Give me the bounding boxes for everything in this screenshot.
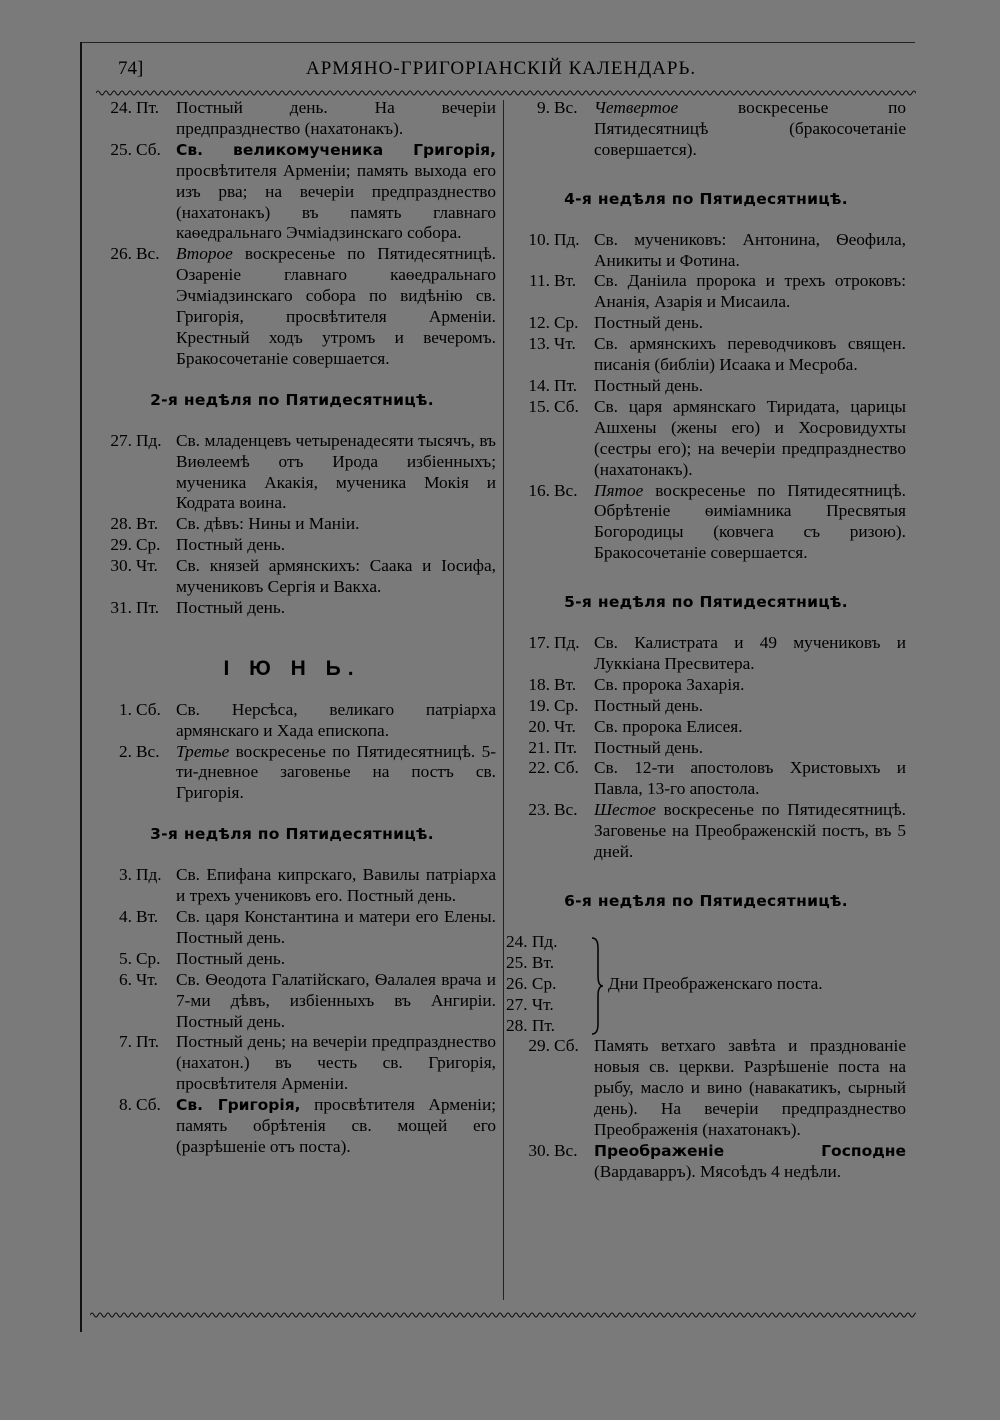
entry-text <box>594 376 906 397</box>
entry-date: 6. <box>119 969 132 989</box>
entry-date: 10. <box>528 229 550 249</box>
entry-text <box>176 140 496 245</box>
left-column <box>88 98 496 1158</box>
entry-description: воскресенье по Пятидесятницѣ (бракосочетаніе совершается). <box>594 98 906 159</box>
entry-date: 31. <box>110 597 132 617</box>
entry-weekday: Вс. <box>554 98 578 117</box>
entry-text <box>594 800 906 863</box>
entry-description: Св. Даніила пророка и трехъ отроковъ: Ананія, Азарія и Мисаила. <box>594 271 906 312</box>
month-title: І Ю Н Ь. <box>223 656 361 680</box>
entry-date: 29. <box>110 535 132 555</box>
calendar-entry <box>88 742 496 805</box>
entries-group <box>88 431 496 619</box>
calendar-entry <box>506 481 906 565</box>
calendar-entry <box>88 98 496 140</box>
calendar-entry <box>88 535 496 556</box>
entry-text <box>176 514 496 535</box>
entry-text <box>176 244 496 369</box>
entry-weekday: Пт. <box>136 597 160 617</box>
calendar-entry <box>506 696 906 717</box>
entry-date: 30. <box>528 1140 550 1160</box>
entry-description: Св. Нерсѣса, великаго патріарха армянскаго и Хада епископа. <box>176 699 496 740</box>
feast-name: Св. Григорія, <box>176 1096 301 1115</box>
lenten-day: 28. Пт. <box>506 1015 555 1035</box>
calendar-entry <box>506 376 906 397</box>
entry-text <box>594 758 906 800</box>
column-divider <box>503 100 504 1300</box>
entries-group <box>506 98 906 161</box>
lenten-day: 25. Вт. <box>506 952 555 972</box>
running-title: АРМЯНО-ГРИГОРІАНСКІЙ КАЛЕНДАРЬ. <box>306 58 697 79</box>
entry-weekday: Пт. <box>554 737 578 757</box>
calendar-entry <box>88 865 496 907</box>
entry-text <box>176 1032 496 1095</box>
entry-text <box>594 696 906 717</box>
calendar-entry <box>88 949 496 970</box>
entry-description: Св. пророка Захарія. <box>594 674 745 694</box>
week-heading: 4-я недѣля по Пятидесятницѣ. <box>564 189 848 208</box>
entry-text <box>594 313 906 334</box>
entry-description: Св. князей армянскихъ: Саака и Іосифа, мучениковъ Сергія и Вакха. <box>176 556 496 597</box>
entry-text <box>176 970 496 1033</box>
entry-date: 25. <box>110 139 132 159</box>
entry-description: просвѣтителя Арменіи; память выхода его изъ рва; на вечеріи предпразднество (нахатонакъ) въ память главнаго каѳедральнаго Эчміадзинскаго собора. <box>176 160 496 243</box>
page-header <box>96 58 916 88</box>
entry-description: Постный день. <box>594 695 704 715</box>
entry-description: воскресенье по Пятидесятницѣ. Обрѣтеніе ѳиміамника Пресвятыя Богородицы (ковчега съ ризою). Бракосочетаніе совершается. <box>594 480 906 563</box>
entry-weekday: Сб. <box>554 758 579 778</box>
entry-date: 17. <box>528 633 550 653</box>
calendar-entry <box>88 907 496 949</box>
entry-weekday: Вс. <box>554 480 578 500</box>
entry-text <box>176 98 496 140</box>
entry-description: Св. 12-ти апостоловъ Христовыхъ и Павла, 13-го апостола. <box>594 758 906 799</box>
calendar-entry <box>506 758 906 800</box>
entry-date: 5. <box>119 948 132 968</box>
entry-description: Постный день. <box>176 597 286 617</box>
entry-weekday: Пд. <box>136 430 162 450</box>
page-left-border <box>80 42 82 1332</box>
entry-date: 27. <box>110 430 132 450</box>
lenten-day: 27. Чт. <box>506 994 554 1014</box>
entry-date: 9. <box>537 98 550 117</box>
entry-description: Св. младенцевъ четыренадесяти тысячъ, въ Виѳлеемѣ отъ Ирода избіенныхъ; мученика Акакія, мученика Мокія и Кодрата воина. <box>176 430 496 513</box>
entry-weekday: Сб. <box>554 1036 579 1056</box>
entry-description: Св. царя армянскаго Тиридата, царицы Ашхены (жены его) и Хосровидухты (сестры его); на вечеріи предпразднество (нахатонакъ). <box>594 396 906 479</box>
calendar-entry <box>88 1032 496 1095</box>
entry-date: 21. <box>528 737 550 757</box>
entry-weekday: Сб. <box>136 1095 161 1115</box>
entry-description: Св. царя Константина и матери его Елены. Постный день. <box>176 907 496 947</box>
entry-text <box>594 675 906 696</box>
entry-date: 24. <box>110 98 132 117</box>
entry-date: 20. <box>528 716 550 736</box>
entry-weekday: Вт. <box>136 907 159 926</box>
sunday-ordinal: Третье <box>176 741 230 761</box>
entry-text <box>176 949 496 970</box>
entry-weekday: Чт. <box>136 969 158 989</box>
brace-icon <box>590 932 604 1037</box>
entry-date: 28. <box>110 514 132 534</box>
right-column <box>506 98 906 1183</box>
lenten-label: Дни Преображенскаго поста. <box>608 973 823 993</box>
entry-text <box>176 907 496 949</box>
entry-text <box>594 738 906 759</box>
entry-text <box>594 334 906 376</box>
entries-group <box>506 633 906 863</box>
calendar-entry <box>88 140 496 245</box>
entry-date: 15. <box>528 396 550 416</box>
entry-description: Св. Ѳеодота Галатійскаго, Ѳалалея врача и 7-ми дѣвъ, избіенныхъ въ Ангиріи. Постный день. <box>176 969 496 1031</box>
calendar-entry <box>506 334 906 376</box>
sunday-ordinal: Четвертое <box>594 98 679 117</box>
entry-weekday: Ср. <box>554 313 579 333</box>
entry-text <box>594 271 906 313</box>
entry-date: 13. <box>528 334 550 354</box>
entry-text <box>176 556 496 598</box>
entry-date: 8. <box>119 1095 132 1115</box>
sunday-ordinal: Шестое <box>594 800 656 820</box>
entry-text <box>176 535 496 556</box>
entry-description: Постный день. <box>594 375 704 395</box>
entry-date: 12. <box>528 313 550 333</box>
entry-date: 1. <box>119 699 132 719</box>
entry-date: 3. <box>119 865 132 885</box>
entry-description: Постный день; на вечеріи предпразднество (нахатон.) въ честь св. Григорія, просвѣтителя Арменіи. <box>176 1032 496 1094</box>
calendar-entry <box>88 431 496 515</box>
calendar-entry <box>506 800 906 863</box>
entry-weekday: Чт. <box>554 716 576 736</box>
entry-weekday: Сб. <box>136 699 161 719</box>
entry-text <box>176 598 496 619</box>
calendar-entry <box>88 1095 496 1158</box>
calendar-entry <box>88 700 496 742</box>
calendar-entry <box>506 230 906 272</box>
calendar-entry <box>506 1141 906 1183</box>
entry-description: воскресенье по Пятидесятницѣ. Заговенье на Преображенскій постъ, въ 5 дней. <box>594 800 906 862</box>
entry-description: Св. Епифана кипрскаго, Вавилы патріарха и трехъ учениковъ его. Постный день. <box>176 865 496 906</box>
calendar-entry <box>88 556 496 598</box>
entry-weekday: Вс. <box>554 800 578 820</box>
feast-name: Преображеніе Господне <box>594 1141 906 1160</box>
entry-weekday: Вс. <box>136 244 160 264</box>
entry-text <box>176 742 496 805</box>
entry-weekday: Чт. <box>554 334 576 354</box>
entry-weekday: Вт. <box>136 514 159 534</box>
entry-weekday: Вс. <box>136 741 160 761</box>
entry-date: 11. <box>529 271 550 291</box>
calendar-entry <box>506 633 906 675</box>
entry-date: 29. <box>528 1036 550 1056</box>
entry-weekday: Пд. <box>136 865 162 885</box>
page-top-border <box>80 42 915 43</box>
entry-weekday: Пд. <box>554 633 580 653</box>
footer-wavy-rule <box>90 1310 916 1320</box>
page-number: 74] <box>118 58 144 79</box>
entry-description: Память ветхаго завѣта и празднованіе новыя св. церкви. Разрѣшеніе поста на рыбу, масло и вино (навакатикъ, сырный день). На вечеріи предпразднество Преображенія (нахатонакъ). <box>594 1036 906 1140</box>
calendar-entry <box>88 970 496 1033</box>
feast-name: Св. великомученика Григорія, <box>176 140 496 159</box>
entry-date: 7. <box>119 1032 132 1052</box>
entries-group <box>506 230 906 565</box>
entry-date: 26. <box>110 244 132 264</box>
entries-group <box>88 98 496 370</box>
entry-text <box>594 481 906 565</box>
entry-description: Св. мучениковъ: Антонина, Ѳеофила, Аникиты и Фотина. <box>594 229 906 270</box>
entry-description: Постный день. <box>176 535 286 555</box>
entry-description: Св. армянскихъ переводчиковъ священ. писанія (библіи) Исаака и Месроба. <box>594 334 906 375</box>
calendar-entry <box>506 271 906 313</box>
entry-weekday: Ср. <box>136 535 161 555</box>
lenten-day: 24. Пд. <box>506 931 558 951</box>
entry-weekday: Вт. <box>554 674 577 694</box>
entries-group <box>88 700 496 805</box>
entry-date: 16. <box>528 480 550 500</box>
entry-weekday: Вт. <box>554 271 577 291</box>
calendar-entry <box>506 1036 906 1141</box>
calendar-entry <box>506 675 906 696</box>
entry-description: Постный день. <box>594 313 704 333</box>
entry-description: Св. пророка Елисея. <box>594 716 743 736</box>
entry-text <box>176 431 496 515</box>
entry-date: 23. <box>528 800 550 820</box>
entry-weekday: Пд. <box>554 229 580 249</box>
entry-text <box>176 865 496 907</box>
entry-weekday: Чт. <box>136 556 158 576</box>
entry-text <box>594 717 906 738</box>
entry-weekday: Ср. <box>554 695 579 715</box>
calendar-entry <box>88 244 496 369</box>
entry-description: Св. дѣвъ: Нины и Маніи. <box>176 514 360 534</box>
lenten-day: 26. Ср. <box>506 973 557 993</box>
entry-text <box>594 397 906 481</box>
entry-date: 2. <box>119 741 132 761</box>
week-heading: 3-я недѣля по Пятидесятницѣ. <box>150 825 434 844</box>
calendar-entry <box>506 738 906 759</box>
entry-description: воскресенье по Пятидесятницѣ. 5-ти-дневное заговенье на постъ св. Григорія. <box>176 741 496 803</box>
entry-weekday: Сб. <box>554 396 579 416</box>
entries-group <box>506 1036 906 1182</box>
entry-weekday: Пт. <box>136 98 160 117</box>
calendar-entry <box>88 514 496 535</box>
lenten-days-list <box>506 932 590 1037</box>
entry-weekday: Ср. <box>136 948 161 968</box>
entry-text <box>176 1095 496 1158</box>
entries-group <box>88 865 496 1158</box>
entry-description: просвѣтителя Арменіи; память обрѣтенія св. мощей его (разрѣшеніе отъ поста). <box>176 1095 496 1156</box>
entry-weekday: Вс. <box>554 1140 578 1160</box>
calendar-entry <box>88 598 496 619</box>
entry-weekday: Сб. <box>136 139 161 159</box>
entry-description: Постный день. На вечеріи предпразднество (нахатонакъ). <box>176 98 496 138</box>
week-heading: 5-я недѣля по Пятидесятницѣ. <box>564 593 848 612</box>
entry-text <box>594 230 906 272</box>
entry-weekday: Пт. <box>136 1032 160 1052</box>
calendar-entry <box>506 313 906 334</box>
entry-description: (Вардаварръ). Мясоѣдъ 4 недѣли. <box>594 1161 842 1181</box>
entry-text <box>594 1141 906 1183</box>
entry-date: 14. <box>528 375 550 395</box>
sunday-ordinal: Второе <box>176 244 233 264</box>
entry-description: Постный день. <box>176 948 286 968</box>
week-heading: 6-я недѣля по Пятидесятницѣ. <box>564 892 848 910</box>
entry-description: воскресенье по Пятидесятницѣ. Озареніе главнаго каѳедральнаго Эчміадзинскаго собора по видѣнію св. Григорія, просвѣтителя Арменіи. Крестный ходъ утромъ и вечеромъ. Бракосочетаніе совершается. <box>176 244 496 368</box>
lenten-days-block <box>506 932 906 1037</box>
entry-date: 4. <box>119 907 132 926</box>
entry-text <box>594 98 906 161</box>
entry-text <box>594 633 906 675</box>
entry-text <box>176 700 496 742</box>
entry-weekday: Пт. <box>554 375 578 395</box>
entry-date: 30. <box>110 556 132 576</box>
week-heading: 2-я недѣля по Пятидесятницѣ. <box>150 390 434 409</box>
entry-date: 19. <box>528 695 550 715</box>
entry-date: 22. <box>528 758 550 778</box>
entry-description: Постный день. <box>594 737 704 757</box>
sunday-ordinal: Пятое <box>594 480 644 500</box>
entry-description: Св. Калистрата и 49 мучениковъ и Луккіана Пресвитера. <box>594 633 906 673</box>
calendar-entry <box>506 98 906 161</box>
calendar-entry <box>506 397 906 481</box>
entry-date: 18. <box>528 674 550 694</box>
header-wavy-rule <box>96 88 916 98</box>
calendar-entry <box>506 717 906 738</box>
entry-text <box>594 1036 906 1141</box>
